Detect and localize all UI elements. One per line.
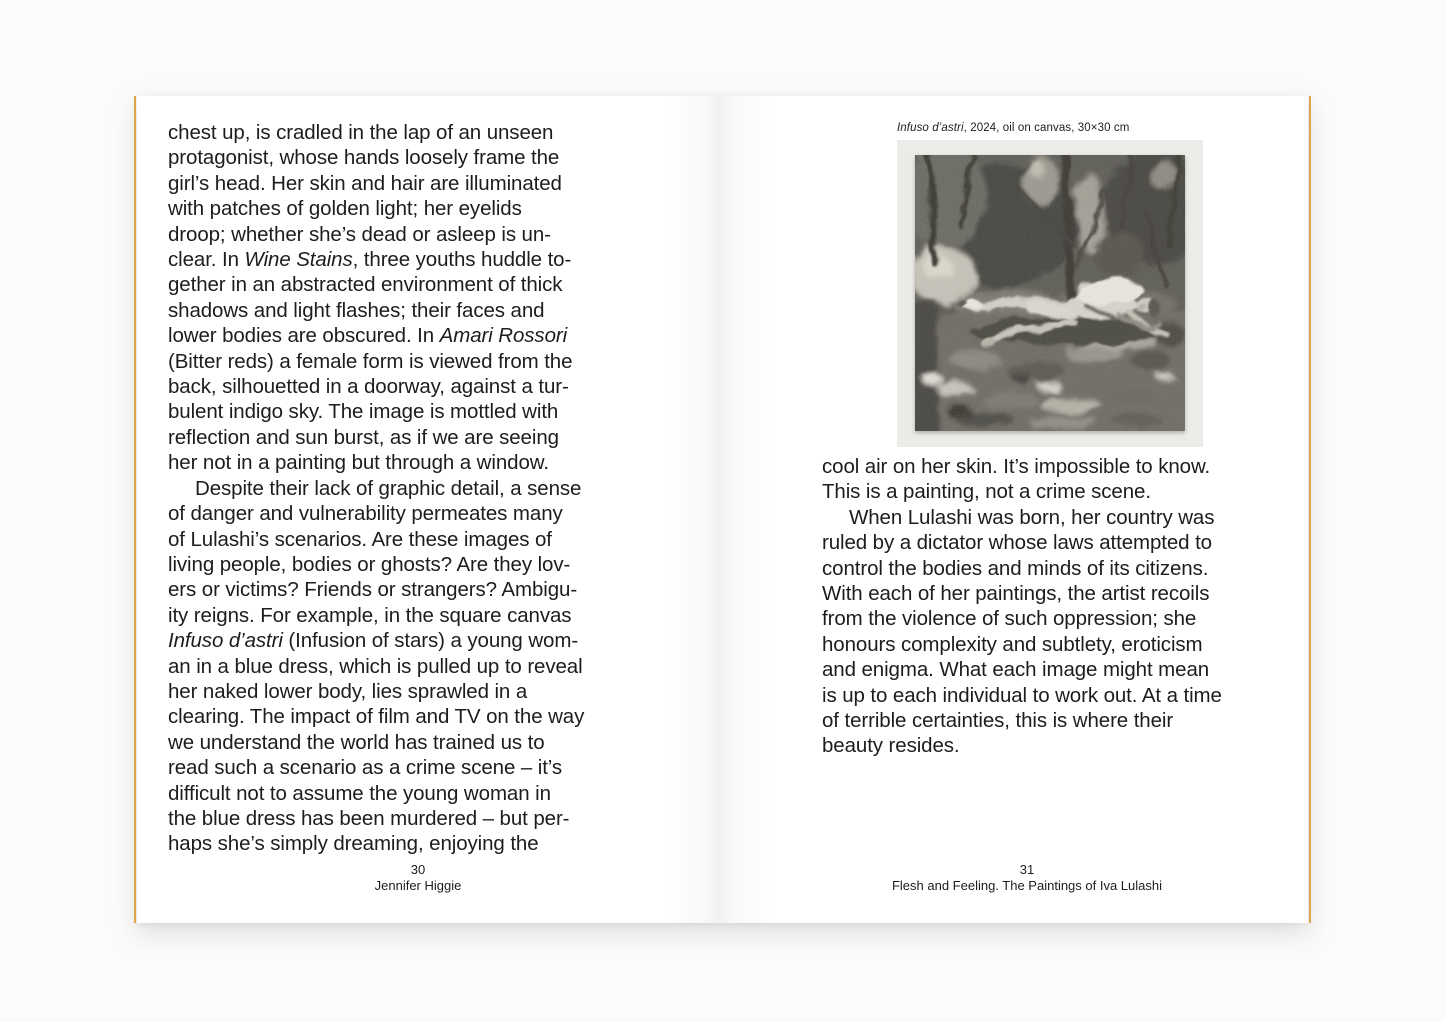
text-line bbox=[168, 628, 584, 653]
left-body-text bbox=[168, 120, 584, 857]
text-line bbox=[168, 806, 584, 831]
text-run: ity reigns. For example, in the square canvas bbox=[168, 603, 572, 627]
text-line bbox=[822, 479, 1222, 504]
text-run: Despite their lack of graphic detail, a sense bbox=[195, 476, 582, 500]
text-line bbox=[168, 171, 584, 196]
right-page-number: 31 bbox=[1019, 862, 1035, 877]
text-run: This is a painting, not a crime scene. bbox=[822, 480, 1151, 504]
text-line bbox=[822, 606, 1222, 631]
text-line bbox=[168, 552, 584, 577]
text-line bbox=[822, 505, 1222, 530]
text-run: clear. In bbox=[168, 248, 245, 272]
text-run: gether in an abstracted environment of thick bbox=[168, 273, 563, 297]
painting-svg bbox=[915, 155, 1185, 431]
text-run: (Bitter reds) a female form is viewed from the bbox=[168, 349, 573, 373]
page-edge-accent-right bbox=[1309, 96, 1311, 923]
text-line bbox=[168, 323, 584, 348]
italic-text-run: Amari Rossori bbox=[439, 324, 568, 348]
text-run: beauty resides. bbox=[822, 734, 960, 758]
text-line bbox=[168, 654, 584, 679]
text-line bbox=[822, 733, 1222, 758]
text-run: difficult not to assume the young woman in bbox=[168, 781, 551, 805]
text-line bbox=[168, 704, 584, 729]
text-run: With each of her paintings, the artist recoils bbox=[822, 582, 1210, 606]
text-line bbox=[168, 120, 584, 145]
text-line bbox=[168, 145, 584, 170]
text-line bbox=[168, 755, 584, 780]
text-line bbox=[168, 603, 584, 628]
text-run: When Lulashi was born, her country was bbox=[849, 505, 1215, 529]
left-page bbox=[137, 96, 720, 923]
artwork-backing bbox=[897, 140, 1203, 447]
text-line bbox=[822, 708, 1222, 733]
text-run: is up to each individual to work out. At a time bbox=[822, 683, 1222, 707]
text-run: (Infusion of stars) a young wom- bbox=[282, 629, 579, 653]
text-line bbox=[168, 349, 584, 374]
text-run: living people, bodies or ghosts? Are they lov- bbox=[168, 552, 571, 576]
italic-text-run: Wine Stains bbox=[244, 248, 353, 272]
italic-text-run: Infuso d’astri bbox=[168, 629, 283, 653]
text-line bbox=[168, 272, 584, 297]
text-run: shadows and light flashes; their faces and bbox=[168, 298, 545, 322]
text-line bbox=[168, 222, 584, 247]
italic-text-run: Infuso d’astri bbox=[897, 122, 964, 134]
text-run: control the bodies and minds of its citizens. bbox=[822, 556, 1209, 580]
text-line bbox=[822, 632, 1222, 657]
text-line bbox=[168, 577, 584, 602]
text-run: with patches of golden light; her eyelids bbox=[168, 197, 522, 221]
text-line bbox=[168, 679, 584, 704]
text-run: cool air on her skin. It’s impossible to know. bbox=[822, 455, 1211, 478]
text-line bbox=[168, 196, 584, 221]
book-spread bbox=[137, 96, 1308, 923]
text-line bbox=[168, 831, 584, 856]
artwork-caption bbox=[897, 122, 1129, 134]
text-line bbox=[168, 450, 584, 475]
text-run: chest up, is cradled in the lap of an unseen bbox=[168, 121, 554, 144]
text-run: ruled by a dictator whose laws attempted to bbox=[822, 531, 1212, 555]
text-line bbox=[168, 476, 584, 501]
text-line bbox=[168, 425, 584, 450]
text-run: droop; whether she’s dead or asleep is un- bbox=[168, 222, 551, 246]
text-run: her naked lower body, lies sprawled in a bbox=[168, 679, 528, 703]
text-line bbox=[168, 374, 584, 399]
text-run: protagonist, whose hands loosely frame the bbox=[168, 146, 560, 170]
right-body-text bbox=[822, 454, 1222, 759]
text-run: her not in a painting but through a window. bbox=[168, 451, 549, 475]
right-footer-text: Flesh and Feeling. The Paintings of Iva Lulashi bbox=[891, 878, 1163, 893]
text-run: of terrible certainties, this is where their bbox=[822, 709, 1174, 733]
text-line bbox=[822, 581, 1222, 606]
text-run: and enigma. What each image might mean bbox=[822, 658, 1210, 682]
right-page bbox=[720, 96, 1308, 923]
left-page-number: 30 bbox=[410, 862, 426, 877]
text-line bbox=[822, 657, 1222, 682]
text-line bbox=[822, 454, 1222, 479]
text-run: , 2024, oil on canvas, 30×30 cm bbox=[963, 122, 1130, 134]
text-run: , three youths huddle to- bbox=[352, 248, 572, 272]
text-run: back, silhouetted in a doorway, against a tur- bbox=[168, 375, 569, 399]
text-run: ers or victims? Friends or strangers? Ambigu- bbox=[168, 578, 578, 602]
text-run: haps she’s simply dreaming, enjoying the bbox=[168, 832, 539, 856]
text-line bbox=[168, 781, 584, 806]
text-line bbox=[168, 501, 584, 526]
left-page-footer bbox=[168, 862, 668, 894]
text-run: lower bodies are obscured. In bbox=[168, 324, 440, 348]
text-run: reflection and sun burst, as if we are seeing bbox=[168, 425, 559, 449]
text-line bbox=[822, 556, 1222, 581]
text-line bbox=[822, 683, 1222, 708]
text-run: of Lulashi’s scenarios. Are these images of bbox=[168, 527, 552, 551]
text-run: the blue dress has been murdered – but per- bbox=[168, 806, 570, 830]
artwork-image bbox=[915, 155, 1185, 431]
text-line bbox=[822, 530, 1222, 555]
page-edge-accent-left bbox=[134, 96, 136, 923]
text-line bbox=[168, 399, 584, 424]
text-run: from the violence of such oppression; she bbox=[822, 607, 1197, 631]
text-run: of danger and vulnerability permeates many bbox=[168, 502, 563, 526]
text-run: an in a blue dress, which is pulled up to reveal bbox=[168, 654, 583, 678]
text-run: bulent indigo sky. The image is mottled with bbox=[168, 400, 559, 424]
text-line bbox=[168, 298, 584, 323]
text-line bbox=[168, 527, 584, 552]
text-run: we understand the world has trained us to bbox=[168, 730, 545, 754]
text-run: honours complexity and subtlety, eroticism bbox=[822, 632, 1203, 656]
text-line bbox=[168, 247, 584, 272]
text-line bbox=[168, 730, 584, 755]
text-run: read such a scenario as a crime scene – it’s bbox=[168, 756, 563, 780]
text-run: clearing. The impact of film and TV on the way bbox=[168, 705, 585, 729]
right-page-footer bbox=[822, 862, 1232, 894]
text-run: girl’s head. Her skin and hair are illuminated bbox=[168, 171, 562, 195]
left-footer-text: Jennifer Higgie bbox=[374, 878, 462, 893]
